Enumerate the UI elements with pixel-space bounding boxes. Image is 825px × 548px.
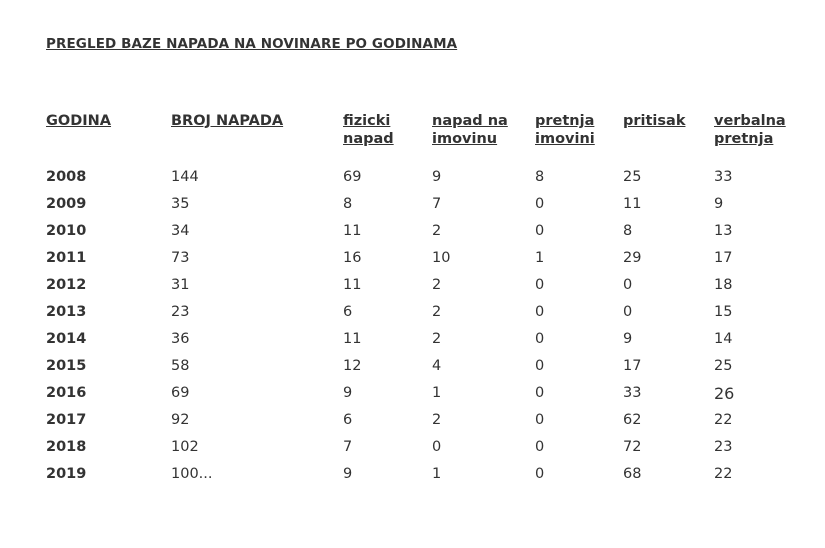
table-row (46, 299, 804, 326)
cell-fizicki-napad: 6 (343, 412, 353, 428)
cell-napad-na-imovinu: 10 (432, 250, 451, 266)
cell-broj-napada: 69 (171, 385, 190, 401)
table-row (46, 380, 804, 407)
cell-year: 2018 (46, 439, 87, 455)
cell-broj-napada: 92 (171, 412, 190, 428)
cell-broj-napada: 58 (171, 358, 190, 374)
cell-broj-napada: 34 (171, 223, 190, 239)
cell-fizicki-napad: 7 (343, 439, 353, 455)
cell-verbalna-pretnja: 14 (714, 331, 733, 347)
header-broj-napada: BROJ NAPADA (171, 113, 284, 129)
cell-pritisak: 33 (623, 385, 642, 401)
page-title: PREGLED BAZE NAPADA NA NOVINARE PO GODINAMA (46, 36, 458, 52)
cell-pritisak: 0 (623, 277, 633, 293)
cell-napad-na-imovinu: 0 (432, 439, 442, 455)
cell-year: 2009 (46, 196, 87, 212)
header-pretnja-imovini: pretnja imovini (535, 113, 595, 147)
cell-fizicki-napad: 11 (343, 277, 362, 293)
cell-verbalna-pretnja: 18 (714, 277, 733, 293)
cell-pritisak: 0 (623, 304, 633, 320)
cell-fizicki-napad: 6 (343, 304, 353, 320)
cell-pretnja-imovini: 0 (535, 358, 545, 374)
cell-fizicki-napad: 11 (343, 331, 362, 347)
cell-pritisak: 8 (623, 223, 633, 239)
cell-year: 2015 (46, 358, 87, 374)
table-row (46, 191, 804, 218)
header-row (46, 112, 804, 164)
cell-verbalna-pretnja: 22 (714, 412, 733, 428)
cell-year: 2014 (46, 331, 87, 347)
cell-napad-na-imovinu: 2 (432, 277, 442, 293)
cell-pretnja-imovini: 0 (535, 439, 545, 455)
cell-broj-napada: 31 (171, 277, 190, 293)
cell-fizicki-napad: 8 (343, 196, 353, 212)
cell-pritisak: 72 (623, 439, 642, 455)
cell-verbalna-pretnja: 13 (714, 223, 733, 239)
cell-pritisak: 68 (623, 466, 642, 482)
cell-napad-na-imovinu: 1 (432, 466, 442, 482)
table-row (46, 164, 804, 191)
cell-verbalna-pretnja: 23 (714, 439, 733, 455)
cell-year: 2017 (46, 412, 87, 428)
cell-broj-napada: 36 (171, 331, 190, 347)
header-verbalna-pretnja: verbalna pretnja (714, 113, 786, 147)
cell-broj-napada: 35 (171, 196, 190, 212)
cell-pritisak: 25 (623, 169, 642, 185)
cell-fizicki-napad: 69 (343, 169, 362, 185)
cell-verbalna-pretnja: 25 (714, 358, 733, 374)
cell-pretnja-imovini: 0 (535, 196, 545, 212)
cell-fizicki-napad: 9 (343, 466, 353, 482)
cell-pretnja-imovini: 0 (535, 412, 545, 428)
cell-pretnja-imovini: 0 (535, 331, 545, 347)
cell-pritisak: 29 (623, 250, 642, 266)
table-row (46, 461, 804, 488)
cell-year: 2016 (46, 385, 87, 401)
cell-broj-napada: 23 (171, 304, 190, 320)
cell-year: 2010 (46, 223, 87, 239)
cell-verbalna-pretnja: 22 (714, 466, 733, 482)
cell-pretnja-imovini: 0 (535, 277, 545, 293)
table-row (46, 245, 804, 272)
cell-year: 2011 (46, 250, 87, 266)
cell-verbalna-pretnja: 15 (714, 304, 733, 320)
cell-napad-na-imovinu: 4 (432, 358, 442, 374)
header-pritisak: pritisak (623, 113, 686, 129)
cell-pritisak: 62 (623, 412, 642, 428)
cell-verbalna-pretnja: 26 (714, 384, 735, 403)
table-row (46, 218, 804, 245)
table-row (46, 326, 804, 353)
cell-verbalna-pretnja: 17 (714, 250, 733, 266)
cell-fizicki-napad: 12 (343, 358, 362, 374)
cell-napad-na-imovinu: 1 (432, 385, 442, 401)
cell-napad-na-imovinu: 2 (432, 412, 442, 428)
cell-broj-napada: 144 (171, 169, 199, 185)
cell-verbalna-pretnja: 9 (714, 196, 724, 212)
table-row (46, 353, 804, 380)
table-row (46, 407, 804, 434)
cell-pretnja-imovini: 0 (535, 385, 545, 401)
cell-pretnja-imovini: 0 (535, 223, 545, 239)
cell-napad-na-imovinu: 2 (432, 223, 442, 239)
cell-broj-napada: 100... (171, 466, 213, 482)
cell-pretnja-imovini: 0 (535, 304, 545, 320)
cell-pretnja-imovini: 1 (535, 250, 545, 266)
cell-broj-napada: 102 (171, 439, 199, 455)
cell-napad-na-imovinu: 9 (432, 169, 442, 185)
cell-broj-napada: 73 (171, 250, 190, 266)
cell-napad-na-imovinu: 2 (432, 331, 442, 347)
cell-pretnja-imovini: 8 (535, 169, 545, 185)
cell-napad-na-imovinu: 2 (432, 304, 442, 320)
cell-verbalna-pretnja: 33 (714, 169, 733, 185)
cell-napad-na-imovinu: 7 (432, 196, 442, 212)
attacks-table (46, 112, 804, 488)
cell-year: 2019 (46, 466, 87, 482)
cell-fizicki-napad: 16 (343, 250, 362, 266)
cell-pritisak: 11 (623, 196, 642, 212)
cell-fizicki-napad: 11 (343, 223, 362, 239)
cell-fizicki-napad: 9 (343, 385, 353, 401)
cell-year: 2012 (46, 277, 87, 293)
cell-year: 2008 (46, 169, 87, 185)
cell-pretnja-imovini: 0 (535, 466, 545, 482)
table-header (46, 112, 804, 164)
table-row (46, 272, 804, 299)
header-napad-na-imovinu: napad na imovinu (432, 113, 508, 147)
header-godina: GODINA (46, 113, 112, 129)
header-fizicki-napad: fizicki napad (343, 113, 394, 147)
cell-pritisak: 17 (623, 358, 642, 374)
table-row (46, 434, 804, 461)
cell-pritisak: 9 (623, 331, 633, 347)
table-body (46, 164, 804, 488)
cell-year: 2013 (46, 304, 87, 320)
